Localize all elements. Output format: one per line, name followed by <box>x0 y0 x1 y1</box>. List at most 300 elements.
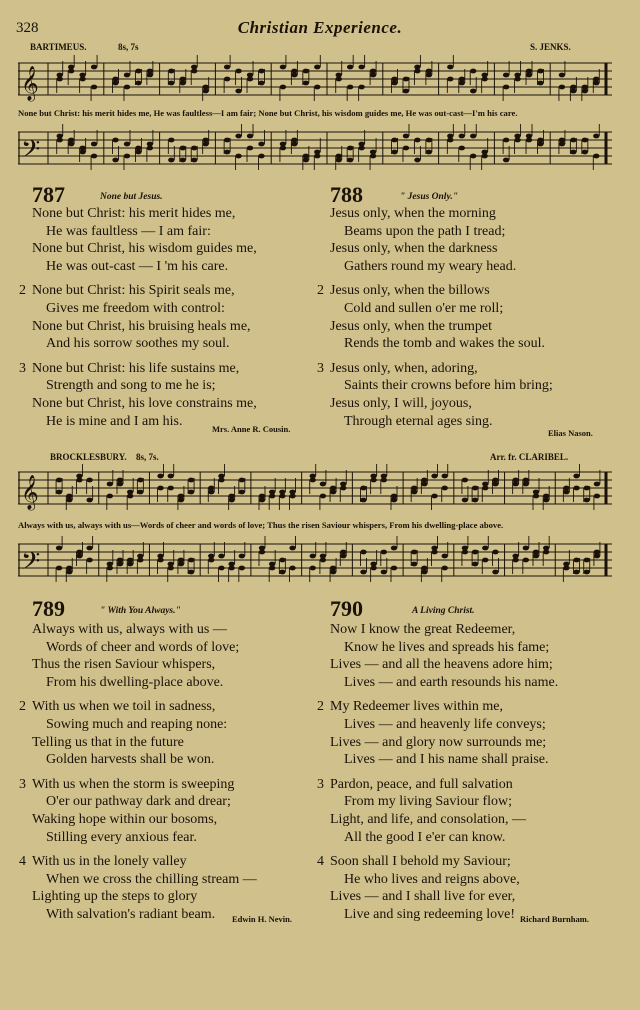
note-head <box>280 85 286 90</box>
verse-line <box>330 811 558 829</box>
verse-line <box>330 377 553 395</box>
hymn-author: Richard Burnham. <box>520 914 589 924</box>
verse-text: Lives — and earth resounds his name. <box>344 674 559 690</box>
note-head <box>481 154 487 159</box>
stanza <box>317 282 553 352</box>
note-head <box>180 158 186 163</box>
note-head <box>112 158 118 163</box>
note-head <box>503 85 509 90</box>
verse-line <box>32 223 257 241</box>
note-head <box>86 558 92 563</box>
note-head <box>86 546 92 551</box>
tune-lyric: Always with us, always with us—Words of cheer and words of love; Thus the risen Saviour whispers, From his dwelling-place above. <box>18 520 504 530</box>
note-head <box>459 77 465 82</box>
note-head <box>492 550 498 555</box>
verse-line <box>32 751 257 769</box>
note-head <box>124 154 130 159</box>
note-head <box>180 77 186 82</box>
verse-text: Jesus only, when the trumpet <box>330 318 493 334</box>
note-head <box>224 150 230 155</box>
note-head <box>235 134 241 139</box>
hymn-787-text <box>19 205 257 437</box>
hymn-number: 790 <box>330 596 363 621</box>
note-head <box>68 69 74 74</box>
music-staff-treble <box>18 55 612 107</box>
note-head <box>180 146 186 151</box>
note-head <box>470 69 476 74</box>
note-head <box>291 138 297 143</box>
note-head <box>370 154 376 159</box>
tune-name: BROCKLESBURY. <box>50 452 127 462</box>
note-head <box>462 478 468 483</box>
verse-text: None but Christ: his Spirit seals me, <box>32 283 235 299</box>
hymn-788-text <box>317 205 553 437</box>
note-head <box>289 494 295 499</box>
note-head <box>594 550 600 555</box>
note-head <box>370 69 376 74</box>
note-head <box>523 546 529 551</box>
verse-text: None but Christ, his wisdom guides me, <box>32 241 257 257</box>
verse-text: Thus the risen Saviour whispers, <box>32 657 216 673</box>
verse-line <box>317 776 558 794</box>
verse-line <box>330 240 553 258</box>
note-head <box>168 138 174 143</box>
verse-line <box>330 656 558 674</box>
note-head <box>442 474 448 479</box>
verse-line <box>32 395 257 413</box>
note-head <box>79 146 85 151</box>
verse-text: Lives — and I shall live for ever, <box>330 889 516 905</box>
note-head <box>303 81 309 86</box>
note-head <box>514 77 520 82</box>
verse-text: Telling us that in the future <box>32 734 184 750</box>
tune-lyric: None but Christ: his merit hides me, He was faultless—I am fair; None but Christ, his wisdom guides me, He was out-cast—I'm his care. <box>18 108 518 118</box>
verse-text: He was out-cast — I 'm his care. <box>46 258 229 274</box>
note-head <box>218 554 224 559</box>
verse-line <box>32 656 257 674</box>
note-head <box>414 158 420 163</box>
note-head <box>459 146 465 151</box>
note-head <box>56 478 62 483</box>
verse-line <box>32 335 257 353</box>
note-head <box>91 142 97 147</box>
verse-text: Words of cheer and words of love; <box>46 639 240 655</box>
note-head <box>247 146 253 151</box>
note-head <box>403 89 409 94</box>
note-head <box>235 89 241 94</box>
verse-text: Lives — and heavenly life conveys; <box>344 716 546 732</box>
hymn-number: 787 <box>32 182 65 207</box>
verse-line <box>32 793 257 811</box>
note-head <box>279 558 285 563</box>
note-head <box>570 150 576 155</box>
note-head <box>258 69 264 74</box>
verse-line <box>19 360 257 378</box>
note-head <box>582 138 588 143</box>
note-head <box>470 154 476 159</box>
note-head <box>336 154 342 159</box>
note-head <box>279 494 285 499</box>
note-head <box>411 562 417 567</box>
verse-text: From his dwelling-place above. <box>46 674 224 690</box>
verse-text: Live and sing redeeming love! <box>344 906 516 922</box>
note-head <box>235 154 241 159</box>
note-head <box>594 494 600 499</box>
note-head <box>523 558 529 563</box>
verse-text: Soon shall I behold my Saviour; <box>330 854 511 870</box>
note-head <box>391 546 397 551</box>
note-head <box>421 478 427 483</box>
note-head <box>472 562 478 567</box>
note-head <box>188 478 194 483</box>
note-head <box>593 134 599 139</box>
verse-line <box>330 674 558 692</box>
note-head <box>168 158 174 163</box>
note-head <box>358 146 364 151</box>
note-head <box>472 498 478 503</box>
note-head <box>462 498 468 503</box>
verse-text: Lives — and I his name shall praise. <box>344 752 549 768</box>
note-head <box>414 69 420 74</box>
note-head <box>537 81 543 86</box>
note-head <box>370 478 376 483</box>
note-head <box>258 154 264 159</box>
note-head <box>459 134 465 139</box>
note-head <box>91 85 97 90</box>
stanza-number: 3 <box>19 776 26 792</box>
note-head <box>481 77 487 82</box>
stanza <box>19 360 257 430</box>
music-staff-treble <box>18 464 612 516</box>
verse-text: With us in the lonely valley <box>32 854 187 870</box>
note-head <box>503 138 509 143</box>
verse-text: O'er our pathway dark and drear; <box>46 794 231 810</box>
note-head <box>202 138 208 143</box>
hymn-subtitle: " Jesus Only." <box>400 192 458 202</box>
verse-text: Rends the tomb and wakes the soul. <box>344 336 546 352</box>
verse-text: Always with us, always with us — <box>32 622 227 637</box>
verse-text: All the good I e'er can know. <box>344 829 506 845</box>
note-head <box>330 486 336 491</box>
verse-line <box>317 360 553 378</box>
verse-text: With us when we toil in sadness, <box>32 699 216 715</box>
tune-composer: Arr. fr. CLARIBEL. <box>490 452 569 462</box>
note-head <box>584 486 590 491</box>
note-head <box>228 494 234 499</box>
verse-line <box>330 751 558 769</box>
note-head <box>403 134 409 139</box>
note-head <box>472 486 478 491</box>
note-head <box>259 494 265 499</box>
note-head <box>107 482 113 487</box>
note-head <box>336 77 342 82</box>
note-head <box>584 498 590 503</box>
verse-line <box>330 829 558 847</box>
verse-line <box>330 639 558 657</box>
note-head <box>191 158 197 163</box>
note-head <box>462 550 468 555</box>
note-head <box>431 494 437 499</box>
note-head <box>127 494 133 499</box>
verse-line <box>32 674 257 692</box>
note-head <box>269 494 275 499</box>
verse-text: Jesus only, when the darkness <box>330 241 498 257</box>
note-head <box>157 558 163 563</box>
stanza <box>32 205 257 275</box>
note-head <box>340 550 346 555</box>
verse-line <box>32 258 257 276</box>
hymn-author: Elias Nason. <box>548 428 593 438</box>
verse-line <box>330 793 558 811</box>
note-head <box>358 65 364 70</box>
note-head <box>188 490 194 495</box>
stanza-number: 3 <box>317 360 324 376</box>
note-head <box>259 550 265 555</box>
verse-line <box>32 639 257 657</box>
note-head <box>314 85 320 90</box>
verse-line <box>330 335 553 353</box>
note-head <box>218 478 224 483</box>
note-head <box>381 550 387 555</box>
verse-text: With salvation's radiant beam. <box>46 906 216 922</box>
verse-line <box>317 282 553 300</box>
note-head <box>526 138 532 143</box>
verse-text: And his sorrow soothes my soul. <box>46 336 230 352</box>
note-head <box>503 158 509 163</box>
note-head <box>76 478 82 483</box>
note-head <box>421 566 427 571</box>
verse-line <box>32 871 257 889</box>
verse-line <box>32 621 257 639</box>
stanza <box>317 776 558 846</box>
note-head <box>426 69 432 74</box>
note-head <box>503 73 509 78</box>
verse-text: Know he lives and spreads his fame; <box>344 639 550 655</box>
stanza <box>317 698 558 768</box>
verse-text: When we cross the chilling stream — <box>46 871 257 887</box>
note-head <box>320 558 326 563</box>
note-head <box>314 65 320 70</box>
tune-meter: 8s, 7s. <box>136 452 159 462</box>
hymn-subtitle: None but Jesus. <box>100 192 163 202</box>
stanza-number: 2 <box>317 283 324 299</box>
note-head <box>360 498 366 503</box>
verse-text: Waking hope within our bosoms, <box>32 811 218 827</box>
verse-text: Through eternal ages sing. <box>344 413 493 429</box>
note-head <box>239 490 245 495</box>
stanza <box>317 853 558 923</box>
note-head <box>168 566 174 571</box>
verse-text: Gives me freedom with control: <box>46 300 225 316</box>
verse-text: Jesus only, when the morning <box>330 206 496 221</box>
note-head <box>127 558 133 563</box>
note-head <box>168 69 174 74</box>
music-staff-bass <box>18 124 612 176</box>
note-head <box>191 69 197 74</box>
note-head <box>447 77 453 82</box>
verse-line <box>32 205 257 223</box>
hymn-author: Edwin H. Nevin. <box>232 914 292 924</box>
note-head <box>224 65 230 70</box>
note-head <box>492 478 498 483</box>
verse-line <box>330 395 553 413</box>
hymn-789-text <box>19 621 257 931</box>
note-head <box>239 566 245 571</box>
verse-line <box>32 734 257 752</box>
note-head <box>107 566 113 571</box>
note-head <box>559 138 565 143</box>
note-head <box>391 494 397 499</box>
note-head <box>347 146 353 151</box>
note-head <box>239 554 245 559</box>
hymn-subtitle: " With You Always." <box>100 606 181 616</box>
verse-line <box>317 853 558 871</box>
verse-line <box>32 716 257 734</box>
note-head <box>573 570 579 575</box>
note-head <box>168 81 174 86</box>
verse-line <box>19 853 257 871</box>
note-head <box>68 138 74 143</box>
verse-text: Gathers round my weary head. <box>344 258 517 274</box>
page-number: 328 <box>16 20 39 36</box>
hymn-790-text <box>317 621 559 931</box>
note-head <box>593 77 599 82</box>
note-head <box>269 566 275 571</box>
note-head <box>258 81 264 86</box>
verse-text: He who lives and reigns above, <box>344 871 520 887</box>
tune-composer: S. JENKS. <box>530 42 571 52</box>
clef-icon: 𝄢 <box>21 547 41 582</box>
note-head <box>559 73 565 78</box>
note-head <box>533 494 539 499</box>
note-head <box>482 486 488 491</box>
note-head <box>124 73 130 78</box>
note-head <box>289 566 295 571</box>
note-head <box>442 486 448 491</box>
note-head <box>124 142 130 147</box>
verse-line <box>32 300 257 318</box>
note-head <box>91 154 97 159</box>
note-head <box>188 570 194 575</box>
note-head <box>358 85 364 90</box>
note-head <box>447 138 453 143</box>
note-head <box>86 478 92 483</box>
note-head <box>381 478 387 483</box>
verse-text: Light, and life, and consolation, — <box>330 811 526 827</box>
note-head <box>56 566 62 571</box>
note-head <box>224 138 230 143</box>
note-head <box>310 566 316 571</box>
verse-line <box>330 621 558 639</box>
verse-line <box>19 282 257 300</box>
verse-text: Strength and song to me he is; <box>46 378 216 394</box>
note-head <box>391 138 397 143</box>
note-head <box>347 85 353 90</box>
note-head <box>442 566 448 571</box>
verse-line <box>330 716 558 734</box>
note-head <box>411 550 417 555</box>
verse-text: None but Christ: his life sustains me, <box>32 360 240 376</box>
note-head <box>76 550 82 555</box>
note-head <box>447 65 453 70</box>
note-head <box>135 81 141 86</box>
note-head <box>112 138 118 143</box>
note-head <box>512 558 518 563</box>
verse-line <box>330 318 553 336</box>
note-head <box>594 482 600 487</box>
tune-meter: 8s, 7s <box>118 42 139 52</box>
verse-text: Now I know the great Redeemer, <box>330 622 516 637</box>
verse-line <box>330 258 553 276</box>
note-head <box>280 65 286 70</box>
verse-line <box>32 906 257 924</box>
note-head <box>543 494 549 499</box>
note-head <box>573 474 579 479</box>
note-head <box>178 494 184 499</box>
note-head <box>347 158 353 163</box>
note-head <box>526 69 532 74</box>
verse-text: He was faultless — I am fair: <box>46 223 211 239</box>
note-head <box>431 550 437 555</box>
verse-line <box>32 829 257 847</box>
note-head <box>188 558 194 563</box>
note-head <box>523 478 529 483</box>
tune-name: BARTIMEUS. <box>30 42 87 52</box>
hymn-subtitle: A Living Christ. <box>412 606 475 616</box>
verse-line <box>330 871 558 889</box>
note-head <box>360 486 366 491</box>
note-head <box>330 566 336 571</box>
clef-icon: 𝄞 <box>21 475 39 510</box>
verse-line <box>32 318 257 336</box>
note-head <box>482 546 488 551</box>
note-head <box>124 85 130 90</box>
verse-text: With us when the storm is sweeping <box>32 776 235 792</box>
note-head <box>112 77 118 82</box>
note-head <box>543 550 549 555</box>
note-head <box>310 554 316 559</box>
stanza <box>19 282 257 352</box>
note-head <box>289 546 295 551</box>
note-head <box>147 69 153 74</box>
verse-text: Stilling every anxious fear. <box>46 829 197 845</box>
stanza-number: 4 <box>19 854 26 870</box>
note-head <box>218 566 224 571</box>
note-head <box>314 154 320 159</box>
note-head <box>403 146 409 151</box>
verse-text: None but Christ: his merit hides me, <box>32 206 236 221</box>
note-head <box>411 486 417 491</box>
note-head <box>279 570 285 575</box>
note-head <box>86 498 92 503</box>
note-head <box>370 566 376 571</box>
note-head <box>224 77 230 82</box>
verse-text: Jesus only, when, adoring, <box>330 360 478 376</box>
note-head <box>168 474 174 479</box>
stanza <box>317 360 553 430</box>
note-head <box>442 554 448 559</box>
note-head <box>426 138 432 143</box>
note-head <box>347 65 353 70</box>
note-head <box>56 546 62 551</box>
note-head <box>492 570 498 575</box>
verse-line <box>32 811 257 829</box>
note-head <box>584 570 590 575</box>
verse-line <box>32 240 257 258</box>
verse-line <box>32 888 257 906</box>
note-head <box>57 138 63 143</box>
stanza-number: 2 <box>19 699 26 715</box>
